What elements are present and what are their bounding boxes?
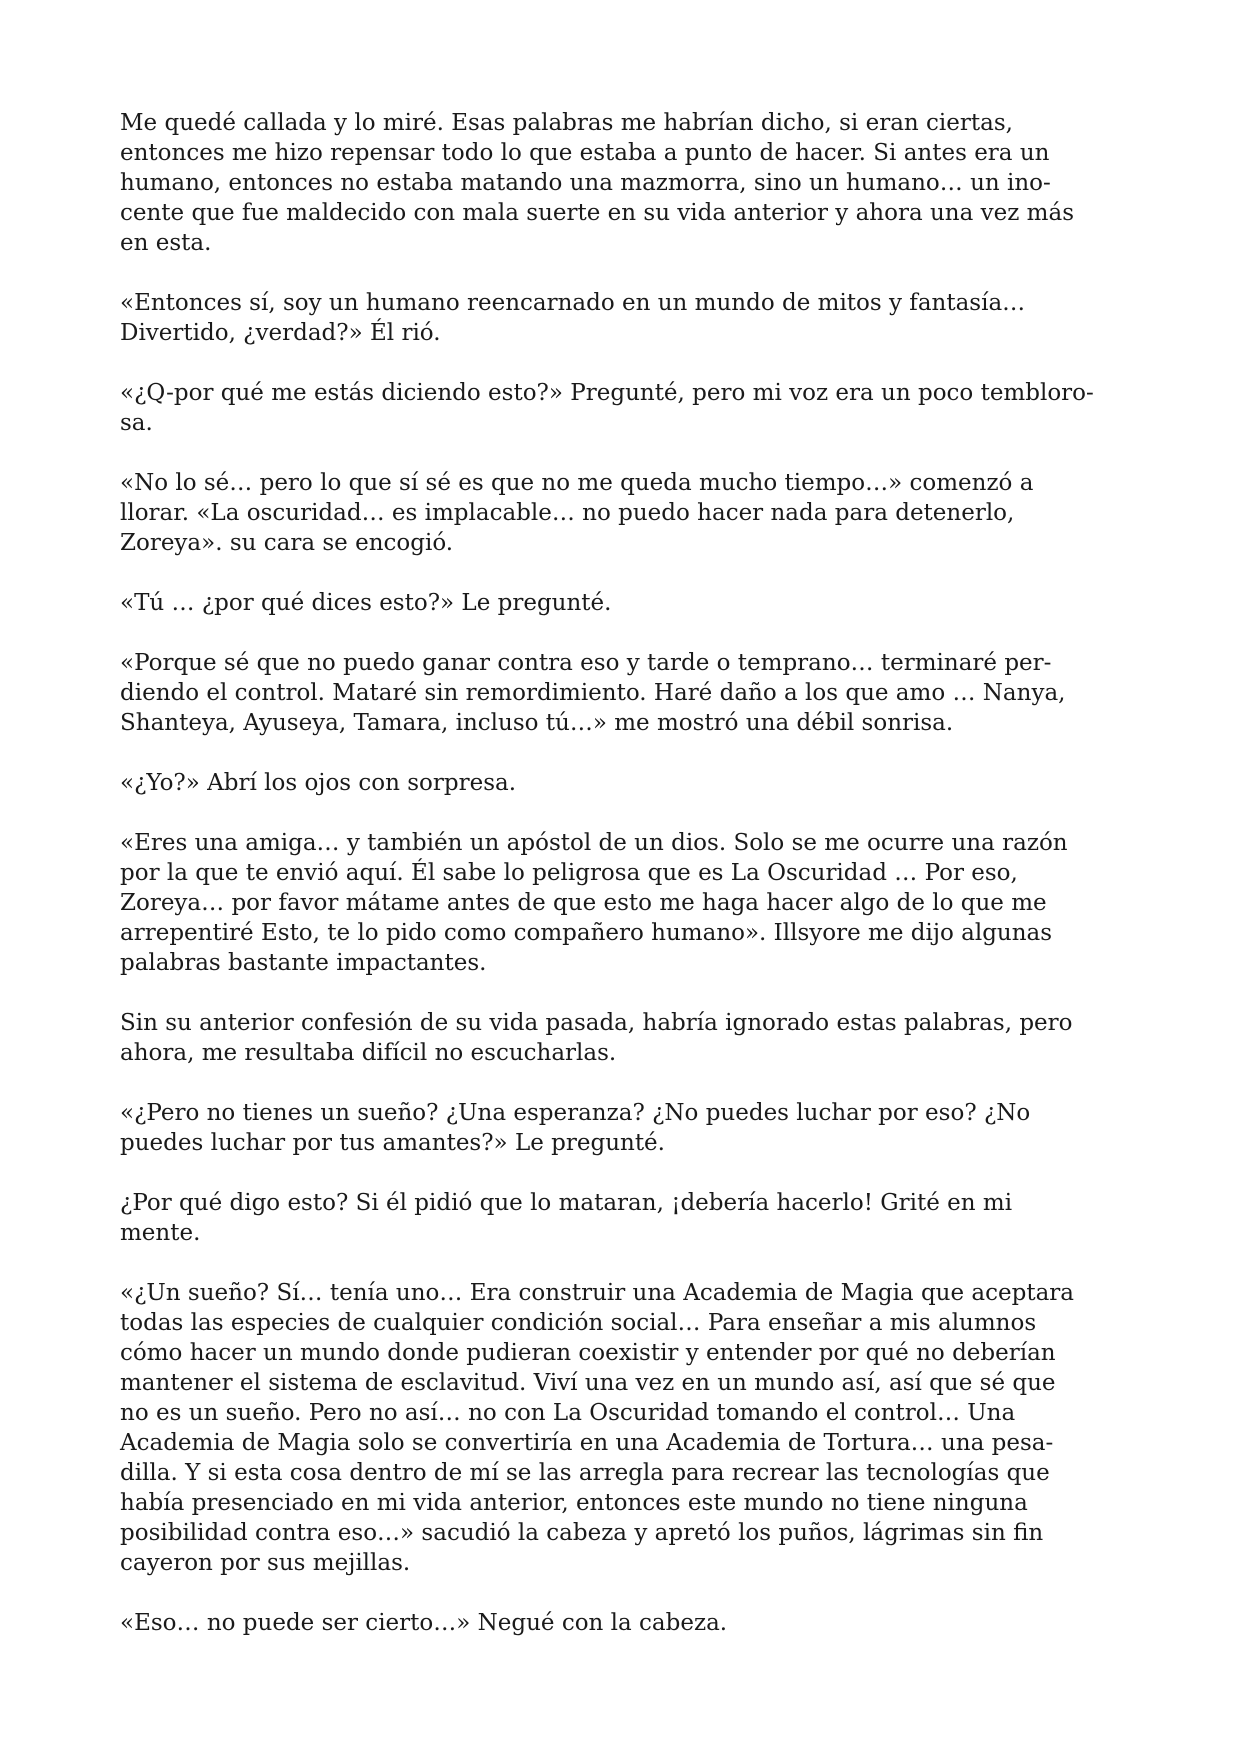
paragraph: «¿Pero no tienes un sueño? ¿Una esperanza? ¿No puedes luchar por eso? ¿No puedes luchar por tus amantes?» Le pregunté. — [120, 1100, 1031, 1156]
paragraph: Sin su anterior confesión de su vida pasada, habría ignorado estas palabras, pero ahora, me resultaba difícil no escucharlas. — [120, 1010, 1073, 1066]
paragraph: «¿Q-por qué me estás diciendo esto?» Pregunté, pero mi voz era un poco tembloro- sa. — [120, 380, 1094, 436]
paragraph: «Entonces sí, soy un humano reencarnado en un mundo de mitos y fantasía… Divertido, ¿verdad?» Él rió. — [120, 290, 1026, 346]
paragraph: «Porque sé que no puedo ganar contra eso y tarde o temprano… terminaré per- diendo el control. Mataré sin remordimiento. Haré daño a los que amo … Nanya, Shanteya, Ayuseya, Tamara, incluso tú…» me mostró una débil sonrisa. — [120, 650, 1066, 736]
document-body — [120, 108, 1122, 1638]
paragraph: «Tú … ¿por qué dices esto?» Le pregunté. — [120, 590, 612, 616]
paragraph: «Eso… no puede ser cierto…» Negué con la cabeza. — [120, 1610, 728, 1636]
paragraph: «No lo sé… pero lo que sí sé es que no me queda mucho tiempo…» comenzó a llorar. «La oscuridad… es implacable… no puedo hacer nada para detenerlo, Zoreya». su cara se encogió. — [120, 470, 1034, 556]
paragraph: «Eres una amiga… y también un apóstol de un dios. Solo se me ocurre una razón por la que te envió aquí. Él sabe lo peligrosa que es La Oscuridad … Por eso, Zoreya… por favor mátame antes de que esto me haga hacer algo de lo que me arrepentiré Esto, te lo pido como compañero humano». Illsyore me dijo algunas palabras bastante impactantes. — [120, 830, 1068, 976]
paragraph: «¿Yo?» Abrí los ojos con sorpresa. — [120, 770, 517, 796]
paragraph: «¿Un sueño? Sí… tenía uno… Era construir una Academia de Magia que aceptara todas las especies de cualquier condición social… Para enseñar a mis alumnos cómo hacer un mundo donde pudieran coexistir y entender por qué no deberían mantener el sistema de esclavitud. Viví una vez en un mundo así, así que sé que no es un sueño. Pero no así… no con La Oscuridad tomando el control… Una Academia de Magia solo se convertiría en una Academia de Tortura… una pesa- dilla. Y si esta cosa dentro de mí se las arregla para recrear las tecnologías que había presenciado en mi vida anterior, entonces este mundo no tiene ninguna posibilidad contra eso…» sacudió la cabeza y apretó los puños, lágrimas sin fin cayeron por sus mejillas. — [120, 1280, 1074, 1576]
paragraph: Me quedé callada y lo miré. Esas palabras me habrían dicho, si eran ciertas, entonces me hizo repensar todo lo que estaba a punto de hacer. Si antes era un humano, entonces no estaba matando una mazmorra, sino un humano… un ino- cente que fue maldecido con mala suerte en su vida anterior y ahora una vez más en esta. — [120, 110, 1074, 256]
paragraph: ¿Por qué digo esto? Si él pidió que lo mataran, ¡debería hacerlo! Grité en mi mente. — [120, 1190, 1013, 1246]
